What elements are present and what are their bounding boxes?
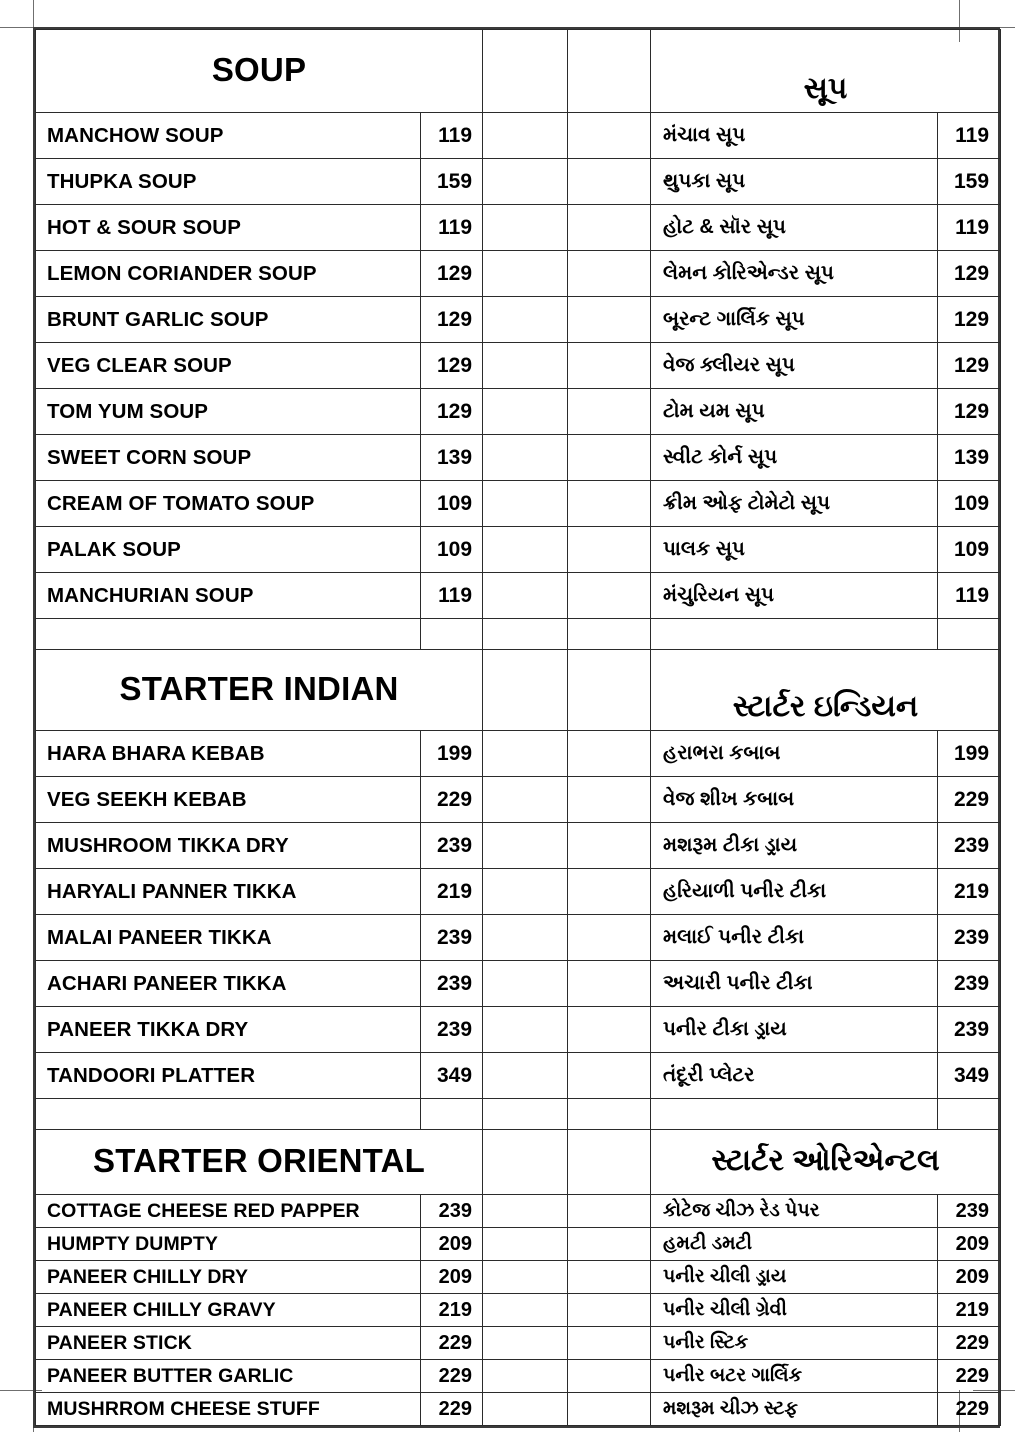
spacer-cell (938, 1099, 1001, 1130)
item-name-gu: ક્રીમ ઓફ ટોમેટો સૂપ (651, 481, 938, 527)
item-name-gu: અચારી પનીર ટીકા (651, 961, 938, 1007)
spacer-cell (483, 619, 568, 650)
spacer-cell (568, 1261, 651, 1294)
item-price-gu: 239 (938, 961, 1001, 1007)
spacer-cell (483, 1099, 568, 1130)
section-title-en-soup: SOUP (36, 30, 483, 113)
menu-sheet (33, 27, 1000, 1428)
item-name-en: HARA BHARA KEBAB (36, 731, 421, 777)
menu-item-row[interactable] (36, 573, 1001, 619)
spacer-cell (568, 823, 651, 869)
item-price-gu: 109 (938, 527, 1001, 573)
item-price-gu: 219 (938, 869, 1001, 915)
spacer-cell (483, 731, 568, 777)
menu-item-row[interactable] (36, 297, 1001, 343)
spacer-cell (651, 1099, 938, 1130)
spacer-cell (483, 389, 568, 435)
item-name-gu: થુપકા સૂપ (651, 159, 938, 205)
item-name-en: VEG CLEAR SOUP (36, 343, 421, 389)
item-price-en: 229 (421, 1393, 483, 1426)
menu-item-row[interactable] (36, 527, 1001, 573)
spacer-cell (483, 1007, 568, 1053)
item-price-gu: 109 (938, 481, 1001, 527)
item-name-en: COTTAGE CHEESE RED PAPPER (36, 1195, 421, 1228)
item-price-en: 129 (421, 389, 483, 435)
section-gap-row (36, 1099, 1001, 1130)
spacer-cell (568, 1130, 651, 1195)
spacer-cell (568, 1228, 651, 1261)
spacer-cell (651, 619, 938, 650)
item-name-en: MALAI PANEER TIKKA (36, 915, 421, 961)
section-title-gu-starter-indian: સ્ટાર્ટર ઇન્ડિયન (651, 650, 1001, 731)
section-title-en-starter-oriental: STARTER ORIENTAL (36, 1130, 483, 1195)
item-name-en: TOM YUM SOUP (36, 389, 421, 435)
section-header-row-soup (36, 30, 1001, 113)
item-price-gu: 119 (938, 113, 1001, 159)
item-price-gu: 209 (938, 1228, 1001, 1261)
spacer-cell (483, 777, 568, 823)
menu-table-body (36, 30, 1001, 1426)
item-name-en: MANCHURIAN SOUP (36, 573, 421, 619)
item-price-en: 139 (421, 435, 483, 481)
item-name-gu: હરાભરા કબાબ (651, 731, 938, 777)
section-title-en-starter-indian: STARTER INDIAN (36, 650, 483, 731)
section-title-gu-soup: સૂપ (651, 30, 1001, 113)
menu-table (35, 29, 1001, 1426)
item-name-gu: મલાઈ પનીર ટીકા (651, 915, 938, 961)
item-name-gu: પનીર સ્ટિક (651, 1327, 938, 1360)
item-name-gu: મશરૂમ ટીકા ડ્રાય (651, 823, 938, 869)
item-price-en: 229 (421, 1360, 483, 1393)
item-name-gu: હમટી ડમટી (651, 1228, 938, 1261)
menu-item-row[interactable] (36, 869, 1001, 915)
item-name-en: PANEER BUTTER GARLIC (36, 1360, 421, 1393)
item-price-en: 129 (421, 251, 483, 297)
item-name-gu: સ્વીટ કોર્ન સૂપ (651, 435, 938, 481)
item-name-en: PANEER CHILLY GRAVY (36, 1294, 421, 1327)
spacer-cell (421, 1099, 483, 1130)
spacer-cell (568, 650, 651, 731)
spacer-cell (568, 1007, 651, 1053)
item-name-gu: પનીર બટર ગાર્લિક (651, 1360, 938, 1393)
spacer-cell (568, 1099, 651, 1130)
item-name-en: CREAM OF TOMATO SOUP (36, 481, 421, 527)
item-name-gu: લેમન કોરિએન્ડર સૂપ (651, 251, 938, 297)
menu-item-row[interactable] (36, 159, 1001, 205)
menu-item-row[interactable] (36, 343, 1001, 389)
item-price-en: 119 (421, 113, 483, 159)
item-price-gu: 129 (938, 297, 1001, 343)
menu-item-row[interactable] (36, 777, 1001, 823)
menu-item-row[interactable] (36, 1053, 1001, 1099)
spacer-cell (568, 435, 651, 481)
spacer-cell (568, 1360, 651, 1393)
menu-item-row[interactable] (36, 915, 1001, 961)
spacer-cell (568, 251, 651, 297)
spacer-cell (483, 1261, 568, 1294)
item-price-gu: 199 (938, 731, 1001, 777)
spacer-cell (568, 343, 651, 389)
spacer-cell (483, 1130, 568, 1195)
spacer-cell (483, 650, 568, 731)
spacer-cell (483, 527, 568, 573)
item-name-gu: હોટ & સૉર સૂપ (651, 205, 938, 251)
spacer-cell (36, 619, 421, 650)
item-price-en: 239 (421, 1007, 483, 1053)
spacer-cell (568, 113, 651, 159)
spacer-cell (483, 435, 568, 481)
item-name-gu: વેજ શીખ કબાબ (651, 777, 938, 823)
spacer-cell (568, 297, 651, 343)
spacer-cell (483, 961, 568, 1007)
item-price-gu: 119 (938, 573, 1001, 619)
spacer-cell (568, 527, 651, 573)
item-price-en: 109 (421, 527, 483, 573)
item-name-en: PANEER STICK (36, 1327, 421, 1360)
item-price-gu: 119 (938, 205, 1001, 251)
item-name-en: PALAK SOUP (36, 527, 421, 573)
item-name-gu: તંદૂરી પ્લેટર (651, 1053, 938, 1099)
item-name-gu: પનીર ચીલી ડ્રાય (651, 1261, 938, 1294)
item-name-gu: હરિયાળી પનીર ટીકા (651, 869, 938, 915)
spacer-cell (568, 481, 651, 527)
spacer-cell (483, 1327, 568, 1360)
item-price-en: 239 (421, 915, 483, 961)
item-price-gu: 239 (938, 823, 1001, 869)
item-name-en: HARYALI PANNER TIKKA (36, 869, 421, 915)
menu-item-row[interactable] (36, 481, 1001, 527)
item-price-gu: 239 (938, 1007, 1001, 1053)
item-price-en: 229 (421, 1327, 483, 1360)
spacer-cell (568, 619, 651, 650)
item-name-gu: પનીર ચીલી ગ્રેવી (651, 1294, 938, 1327)
menu-item-row[interactable] (36, 113, 1001, 159)
spacer-cell (36, 1099, 421, 1130)
item-name-gu: મશરૂમ ચીઝ સ્ટફ (651, 1393, 938, 1426)
menu-item-row[interactable] (36, 1360, 1001, 1393)
item-name-gu: પાલક સૂપ (651, 527, 938, 573)
spacer-cell (483, 343, 568, 389)
spacer-cell (483, 113, 568, 159)
item-price-en: 199 (421, 731, 483, 777)
spacer-cell (483, 1195, 568, 1228)
item-name-en: BRUNT GARLIC SOUP (36, 297, 421, 343)
spacer-cell (483, 1294, 568, 1327)
item-price-gu: 229 (938, 1360, 1001, 1393)
spacer-cell (483, 1228, 568, 1261)
menu-item-row[interactable] (36, 1228, 1001, 1261)
item-name-gu: મંચાવ સૂપ (651, 113, 938, 159)
item-price-gu: 239 (938, 1195, 1001, 1228)
item-name-en: HUMPTY DUMPTY (36, 1228, 421, 1261)
section-gap-row (36, 619, 1001, 650)
menu-item-row[interactable] (36, 251, 1001, 297)
section-header-row-starter-indian (36, 650, 1001, 731)
item-price-en: 239 (421, 823, 483, 869)
item-price-en: 209 (421, 1228, 483, 1261)
item-price-gu: 129 (938, 343, 1001, 389)
menu-item-row[interactable] (36, 823, 1001, 869)
item-price-gu: 129 (938, 251, 1001, 297)
item-name-en: PANEER CHILLY DRY (36, 1261, 421, 1294)
item-name-gu: પનીર ટીકા ડ્રાય (651, 1007, 938, 1053)
item-name-gu: ટોમ યમ સૂપ (651, 389, 938, 435)
item-price-en: 219 (421, 1294, 483, 1327)
spacer-cell (568, 1053, 651, 1099)
menu-item-row[interactable] (36, 1294, 1001, 1327)
spacer-cell (483, 30, 568, 113)
item-price-gu: 229 (938, 1327, 1001, 1360)
spacer-cell (483, 573, 568, 619)
spacer-cell (568, 777, 651, 823)
item-name-gu: બૂરન્ટ ગાર્લિક સૂપ (651, 297, 938, 343)
item-price-en: 349 (421, 1053, 483, 1099)
item-name-gu: કોટેજ ચીઝ રેડ પેપર (651, 1195, 938, 1228)
item-name-en: LEMON CORIANDER SOUP (36, 251, 421, 297)
spacer-cell (568, 1195, 651, 1228)
spacer-cell (483, 823, 568, 869)
item-name-en: MUSHROOM TIKKA DRY (36, 823, 421, 869)
menu-item-row[interactable] (36, 435, 1001, 481)
spacer-cell (483, 297, 568, 343)
menu-item-row[interactable] (36, 961, 1001, 1007)
spacer-cell (483, 1360, 568, 1393)
item-name-en: SWEET CORN SOUP (36, 435, 421, 481)
item-name-en: ACHARI PANEER TIKKA (36, 961, 421, 1007)
item-price-en: 239 (421, 961, 483, 1007)
spacer-cell (568, 1327, 651, 1360)
item-price-en: 119 (421, 205, 483, 251)
item-price-en: 239 (421, 1195, 483, 1228)
item-price-gu: 139 (938, 435, 1001, 481)
item-price-gu: 229 (938, 777, 1001, 823)
item-name-en: MANCHOW SOUP (36, 113, 421, 159)
spacer-cell (421, 619, 483, 650)
spacer-cell (568, 1294, 651, 1327)
menu-item-row[interactable] (36, 389, 1001, 435)
spacer-cell (483, 1393, 568, 1426)
item-name-en: MUSHRROM CHEESE STUFF (36, 1393, 421, 1426)
item-name-en: HOT & SOUR SOUP (36, 205, 421, 251)
spacer-cell (483, 481, 568, 527)
spacer-cell (568, 1393, 651, 1426)
menu-item-row[interactable] (36, 205, 1001, 251)
item-name-en: THUPKA SOUP (36, 159, 421, 205)
item-price-gu: 349 (938, 1053, 1001, 1099)
menu-item-row[interactable] (36, 1195, 1001, 1228)
item-price-en: 159 (421, 159, 483, 205)
section-title-gu-starter-oriental: સ્ટાર્ટર ઓરિએન્ટલ (651, 1130, 1001, 1195)
menu-item-row[interactable] (36, 1327, 1001, 1360)
menu-item-row[interactable] (36, 1007, 1001, 1053)
menu-item-row[interactable] (36, 1261, 1001, 1294)
spacer-cell (483, 869, 568, 915)
spacer-cell (568, 389, 651, 435)
spacer-cell (938, 619, 1001, 650)
item-price-en: 129 (421, 343, 483, 389)
item-price-en: 129 (421, 297, 483, 343)
spacer-cell (568, 205, 651, 251)
item-price-gu: 209 (938, 1261, 1001, 1294)
item-name-en: VEG SEEKH KEBAB (36, 777, 421, 823)
item-price-en: 109 (421, 481, 483, 527)
spacer-cell (483, 251, 568, 297)
menu-item-row[interactable] (36, 1393, 1001, 1426)
section-header-row-starter-oriental (36, 1130, 1001, 1195)
item-price-gu: 229 (938, 1393, 1001, 1426)
item-price-gu: 219 (938, 1294, 1001, 1327)
spacer-cell (568, 573, 651, 619)
item-price-en: 209 (421, 1261, 483, 1294)
item-name-gu: વેજ ક્લીયર સૂપ (651, 343, 938, 389)
spacer-cell (483, 1053, 568, 1099)
item-name-en: PANEER TIKKA DRY (36, 1007, 421, 1053)
item-price-gu: 159 (938, 159, 1001, 205)
item-price-gu: 129 (938, 389, 1001, 435)
item-name-en: TANDOORI PLATTER (36, 1053, 421, 1099)
item-price-gu: 239 (938, 915, 1001, 961)
spacer-cell (568, 961, 651, 1007)
item-name-gu: મંચુરિયન સૂપ (651, 573, 938, 619)
item-price-en: 229 (421, 777, 483, 823)
spacer-cell (483, 205, 568, 251)
spacer-cell (568, 30, 651, 113)
spacer-cell (568, 731, 651, 777)
menu-item-row[interactable] (36, 731, 1001, 777)
spacer-cell (568, 159, 651, 205)
spacer-cell (483, 915, 568, 961)
spacer-cell (568, 869, 651, 915)
item-price-en: 219 (421, 869, 483, 915)
spacer-cell (568, 915, 651, 961)
spacer-cell (483, 159, 568, 205)
item-price-en: 119 (421, 573, 483, 619)
